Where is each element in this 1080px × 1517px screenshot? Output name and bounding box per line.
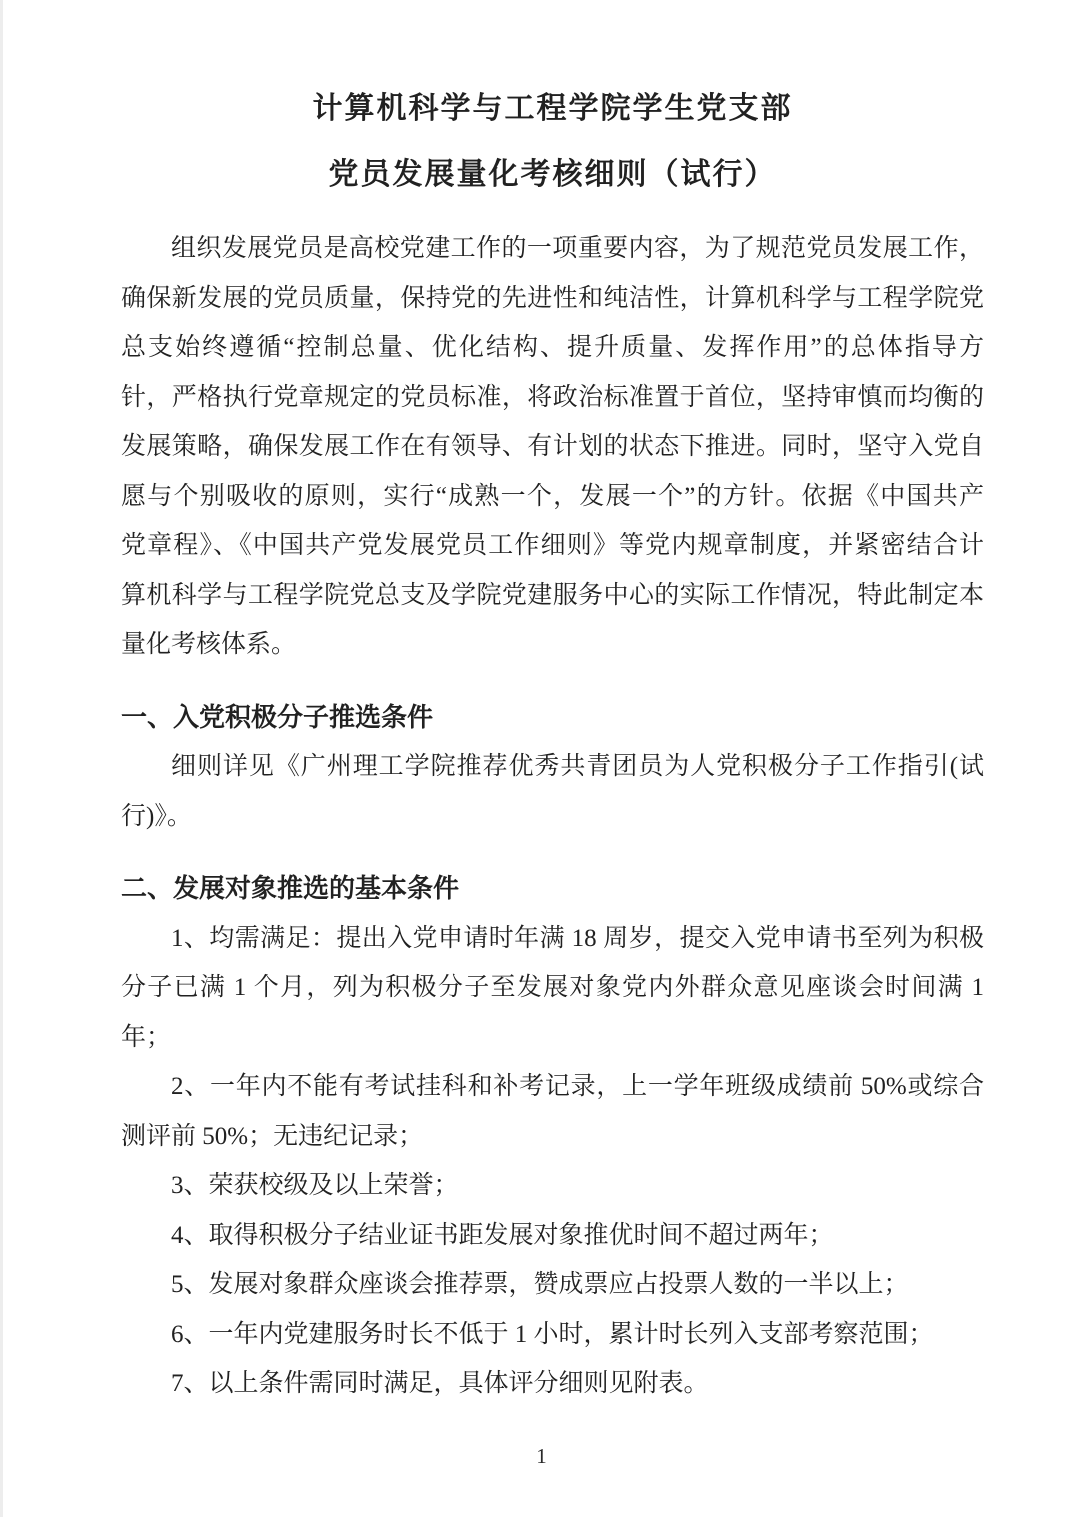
document-title: 计算机科学与工程学院学生党支部 bbox=[312, 92, 793, 125]
intro-line: 组织发展党员是高校党建工作的一项重要内容，为了规范党员发展工作， bbox=[171, 235, 984, 262]
intro-line: 量化考核体系。 bbox=[121, 631, 297, 658]
section-1-paragraph bbox=[121, 742, 984, 841]
section-1-line: 细则详见《广州理工学院推荐优秀共青团员为人党积极分子工作指引(试 bbox=[171, 753, 984, 780]
section-2-item-2-line: 2、一年内不能有考试挂科和补考记录，上一学年班级成绩前 50%或综合 bbox=[171, 1073, 984, 1100]
document-subtitle: 党员发展量化考核细则（试行） bbox=[328, 158, 777, 191]
section-2-item-1-line: 年； bbox=[121, 1023, 172, 1051]
intro-line: 确保新发展的党员质量，保持党的先进性和纯洁性，计算机科学与工程学院党 bbox=[121, 284, 984, 312]
intro-line: 发展策略，确保发展工作在有领导、有计划的状态下推进。同时，坚守入党自 bbox=[121, 433, 984, 460]
section-2-item-7-line: 7、以上条件需同时满足，具体评分细则见附表。 bbox=[171, 1370, 709, 1397]
intro-line: 总支始终遵循“控制总量、优化结构、提升质量、发挥作用”的总体指导方 bbox=[121, 334, 984, 361]
section-2-item-5-line: 5、发展对象群众座谈会推荐票，赞成票应占投票人数的一半以上； bbox=[171, 1271, 909, 1298]
intro-line: 算机科学与工程学院党总支及学院党建服务中心的实际工作情况，特此制定本 bbox=[121, 581, 984, 609]
section-2-item-4-line: 4、取得积极分子结业证书距发展对象推优时间不超过两年； bbox=[171, 1221, 834, 1249]
section-2-item-2-line: 测评前 50%；无违纪记录； bbox=[121, 1122, 424, 1150]
section-1-line: 行)》。 bbox=[121, 802, 192, 830]
intro-line: 党章程》、《中国共产党发展党员工作细则》等党内规章制度，并紧密结合计 bbox=[121, 532, 984, 559]
section-2-item-3-line: 3、荣获校级及以上荣誉； bbox=[171, 1172, 459, 1199]
section-2-item-6-line: 6、一年内党建服务时长不低于 1 小时，累计时长列入支部考察范围； bbox=[171, 1320, 934, 1348]
intro-paragraph bbox=[121, 224, 984, 670]
section-2-heading: 二、发展对象推选的基本条件 bbox=[121, 873, 460, 903]
document-content bbox=[3, 0, 1080, 1409]
section-2-item-1-line: 分子已满 1 个月，列为积极分子至发展对象党内外群众意见座谈会时间满 1 bbox=[121, 974, 984, 1001]
page-number: 1 bbox=[536, 1444, 547, 1468]
section-2-item-1-line: 1、均需满足：提出入党申请时年满 18 周岁，提交入党申请书至列为积极 bbox=[171, 924, 984, 952]
section-2-paragraph bbox=[121, 914, 984, 1409]
section-1-heading: 一、入党积极分子推选条件 bbox=[121, 701, 434, 732]
intro-line: 愿与个别吸收的原则，实行“成熟一个，发展一个”的方针。依据《中国共产 bbox=[121, 482, 984, 510]
intro-line: 针，严格执行党章规定的党员标准，将政治标准置于首位，坚持审慎而均衡的 bbox=[121, 383, 984, 411]
